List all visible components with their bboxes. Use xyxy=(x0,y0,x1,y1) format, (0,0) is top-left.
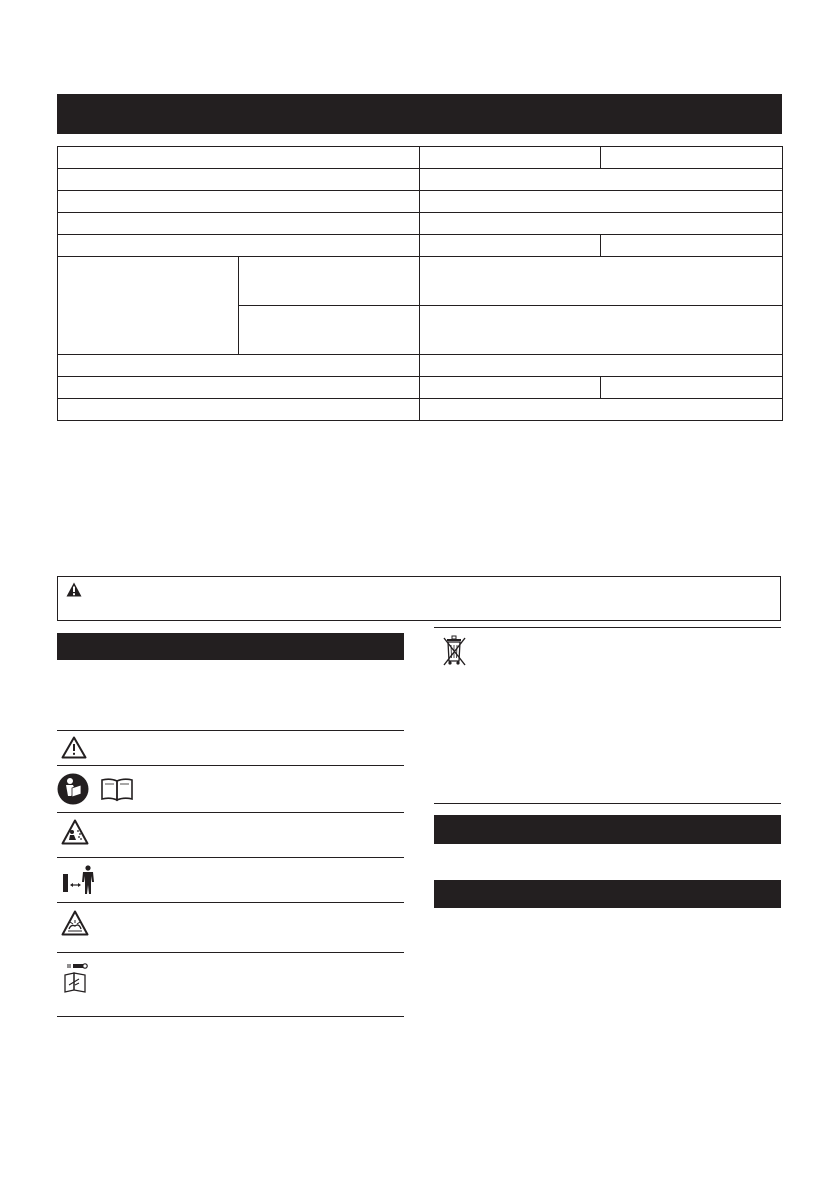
table-cell xyxy=(601,377,783,399)
symbol-table-divider xyxy=(57,1016,404,1017)
table-cell xyxy=(58,191,420,213)
warning-box xyxy=(57,576,781,621)
symbol-table-divider xyxy=(57,902,404,903)
table-cell xyxy=(420,399,783,421)
table-cell xyxy=(58,355,420,377)
table-row xyxy=(58,213,783,235)
symbol-table-divider xyxy=(57,765,404,766)
table-row xyxy=(58,191,783,213)
table-cell xyxy=(601,147,783,169)
safety-warnings-header-bar xyxy=(434,880,781,908)
table-cell xyxy=(58,399,420,421)
specifications-header-bar xyxy=(57,94,782,134)
table-cell xyxy=(420,213,783,235)
table-cell xyxy=(239,257,420,306)
table-row xyxy=(58,147,783,169)
table-cell xyxy=(420,169,783,191)
cutting-hazard-icon xyxy=(61,910,89,936)
table-row xyxy=(58,235,783,257)
remove-battery-icon xyxy=(62,961,90,993)
intended-use-header-bar xyxy=(434,815,781,844)
table-row xyxy=(58,257,783,306)
table-row xyxy=(58,355,783,377)
keep-distance-icon xyxy=(63,864,97,896)
table-cell xyxy=(420,377,601,399)
flying-objects-warning-icon xyxy=(61,819,89,845)
symbol-table-divider xyxy=(57,857,404,858)
table-cell xyxy=(58,257,239,355)
symbol-table-divider xyxy=(57,730,404,731)
crossed-out-bin-icon xyxy=(441,634,469,668)
table-row xyxy=(58,399,783,421)
read-manual-icon xyxy=(57,772,135,806)
table-cell xyxy=(420,355,783,377)
table-cell xyxy=(58,147,420,169)
symbol-table-divider xyxy=(57,812,404,813)
table-cell xyxy=(420,191,783,213)
table-cell xyxy=(58,235,420,257)
table-cell xyxy=(420,147,601,169)
table-cell xyxy=(58,213,420,235)
symbol-table-divider xyxy=(57,952,404,953)
table-cell xyxy=(58,377,420,399)
table-cell xyxy=(420,306,783,355)
weee-bottom-rule xyxy=(434,803,781,804)
table-cell xyxy=(601,235,783,257)
symbols-header-bar xyxy=(57,633,404,660)
table-row xyxy=(58,169,783,191)
table-cell xyxy=(420,257,783,306)
weee-top-rule xyxy=(434,627,781,628)
table-cell xyxy=(420,235,601,257)
table-cell xyxy=(58,169,420,191)
specifications-table xyxy=(57,146,783,421)
warning-triangle-icon xyxy=(66,582,82,597)
table-cell xyxy=(239,306,420,355)
table-row xyxy=(58,377,783,399)
warning-triangle-icon xyxy=(61,736,87,759)
